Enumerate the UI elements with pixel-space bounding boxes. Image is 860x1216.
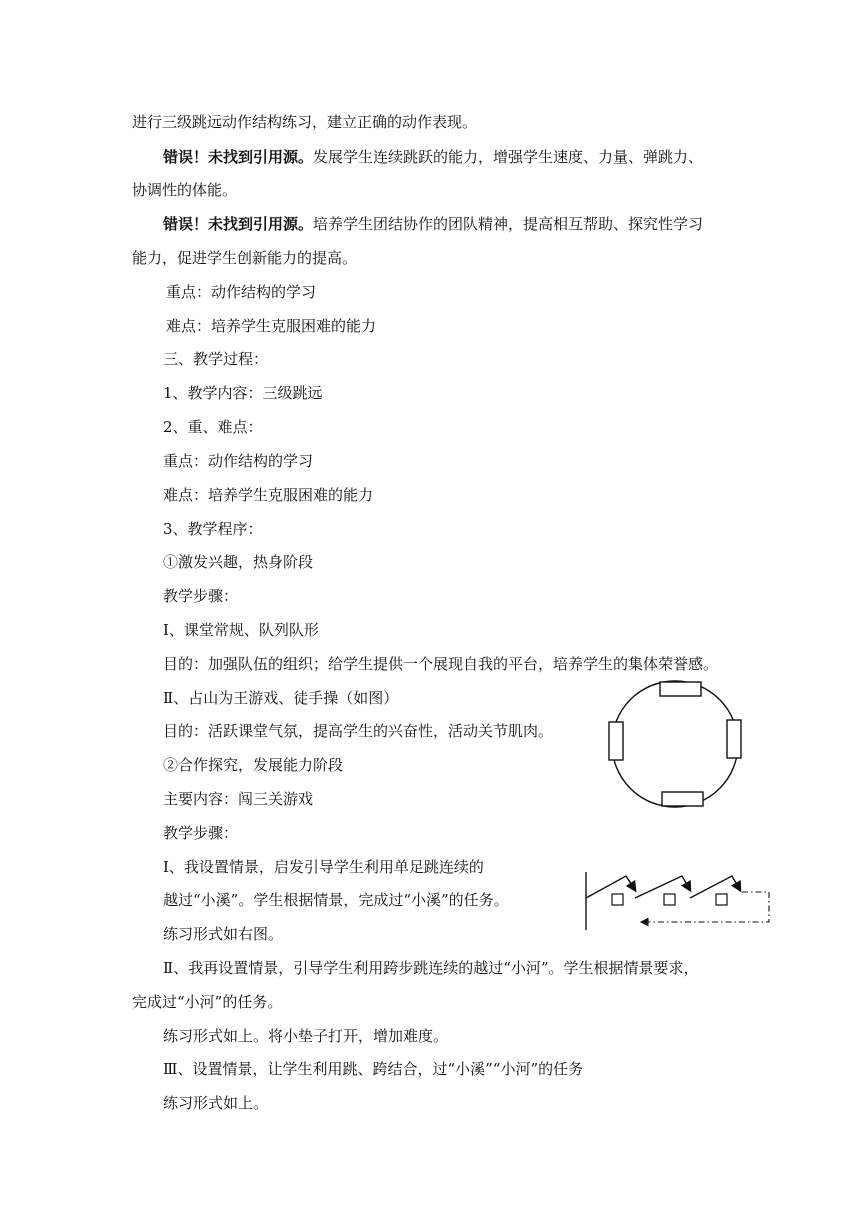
- steps-label: 教学步骤：: [163, 587, 239, 605]
- key-point-line: 重点：动作结构的学习: [166, 283, 317, 301]
- list-item: 1、教学内容：三级跳远: [163, 384, 323, 402]
- mat-left: [609, 722, 623, 760]
- error-reference-text: 错误！未找到引用源。: [163, 148, 314, 166]
- list-item: 3、教学程序：: [163, 520, 263, 538]
- steps-label: 教学步骤：: [163, 824, 239, 842]
- paragraph-line: [163, 214, 703, 234]
- paragraph-text: 发展学生连续跳跃的能力，增强学生速度、力量、弹跳力、: [313, 148, 704, 166]
- formation-circle: [612, 681, 738, 807]
- section-heading: 三、教学过程：: [163, 350, 269, 368]
- hop-path-3: [690, 876, 740, 898]
- step-item: Ⅰ、我设置情景，启发引导学生利用单足跳连续的: [163, 858, 484, 876]
- hop-practice-figure: [580, 864, 776, 936]
- purpose-line: 目的：加强队伍的组织；给学生提供一个展现自我的平台，培养学生的集体荣誉感。: [163, 655, 719, 673]
- practice-line: 练习形式如上。: [163, 1094, 269, 1112]
- paragraph-text: 培养学生团结协作的团队精神，提高相互帮助、探究性学习: [313, 215, 704, 233]
- paragraph-line: [163, 147, 703, 167]
- paragraph-line: 能力，促进学生创新能力的提高。: [132, 249, 358, 267]
- step-item: Ⅲ、设置情景，让学生利用跳、跨结合，过“小溪”“小河”的任务: [163, 1060, 584, 1078]
- mat-square-1: [612, 894, 623, 905]
- stage-heading: ②合作探究，发展能力阶段: [163, 756, 344, 774]
- mat-square-3: [716, 894, 727, 905]
- hop-path-2: [635, 876, 690, 898]
- error-reference-text: 错误！未找到引用源。: [163, 215, 314, 233]
- difficulty-line: 难点：培养学生克服困难的能力: [163, 486, 374, 504]
- return-path: [642, 892, 769, 922]
- step-item: Ⅱ、我再设置情景，引导学生利用跨步跳连续的越过“小河”。学生根据情景要求，: [163, 959, 699, 977]
- list-item: 2、重、难点：: [163, 418, 263, 436]
- hop-path-1: [586, 876, 635, 898]
- step-item: Ⅰ、课堂常规、队列队形: [163, 621, 319, 639]
- main-content-line: 主要内容：闯三关游戏: [163, 790, 314, 808]
- purpose-line: 目的：活跃课堂气氛，提高学生的兴奋性，活动关节肌肉。: [163, 722, 554, 740]
- paragraph-line: 进行三级跳远动作结构练习，建立正确的动作表现。: [132, 113, 478, 131]
- stage-heading: ①激发兴趣，热身阶段: [163, 553, 314, 571]
- step-item-continued: 越过“小溪”。学生根据情景，完成过“小溪”的任务。: [163, 891, 509, 909]
- practice-line: 练习形式如右图。: [163, 925, 284, 943]
- mat-top: [660, 682, 701, 696]
- key-point-line: 重点：动作结构的学习: [163, 452, 314, 470]
- circle-formation-figure: [603, 672, 749, 812]
- practice-line: 练习形式如上。将小垫子打开，增加难度。: [163, 1027, 449, 1045]
- mat-right: [727, 720, 741, 758]
- mat-bottom: [662, 792, 703, 806]
- step-item-continued: 完成过“小河”的任务。: [132, 993, 283, 1011]
- mat-square-2: [664, 894, 675, 905]
- step-item: Ⅱ、占山为王游戏、徒手操（如图）: [163, 689, 399, 707]
- difficulty-line: 难点：培养学生克服困难的能力: [166, 317, 377, 335]
- paragraph-line: 协调性的体能。: [132, 181, 238, 199]
